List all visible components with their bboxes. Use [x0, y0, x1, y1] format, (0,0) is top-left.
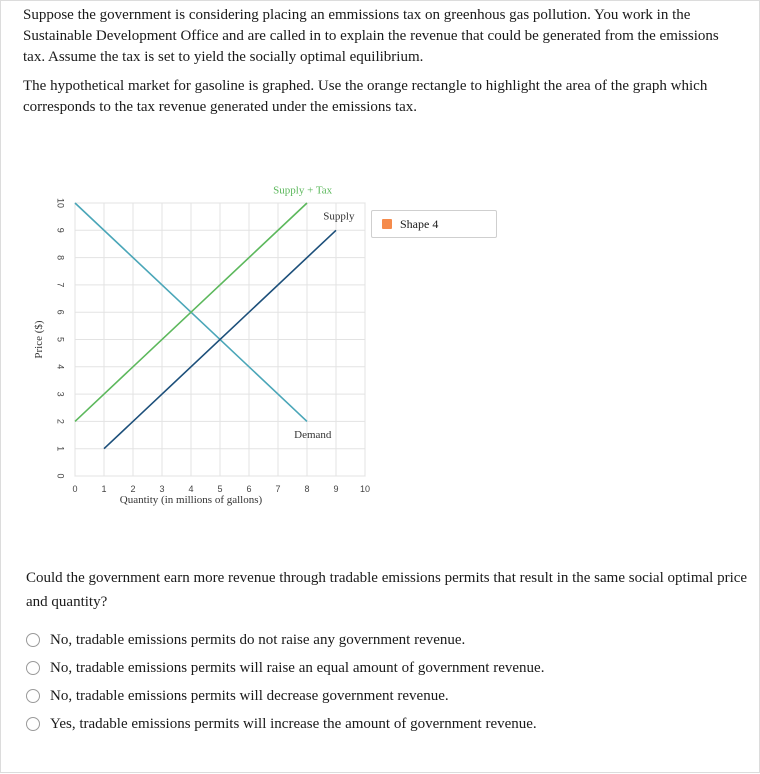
answer-option-4[interactable] — [26, 710, 544, 738]
y-tick-label: 8 — [55, 255, 66, 261]
series-label: Demand — [294, 428, 332, 441]
supply-demand-chart[interactable] — [30, 180, 375, 510]
prompt-paragraph-1: Suppose the government is considering placing an emmissions tax on greenhous gas pollution. You work in the Sustainable Development Office and are called in to explain the revenue that could be generated from the emissions tax. Assume the tax is set to yield the socially optimal equilibrium. — [23, 7, 719, 65]
x-tick-label: 2 — [130, 484, 136, 494]
radio-icon[interactable] — [26, 633, 40, 647]
y-tick-label: 2 — [55, 418, 66, 424]
x-tick-label: 1 — [101, 484, 107, 494]
legend-label: Shape 4 — [400, 216, 439, 231]
answer-option-label: No, tradable emissions permits will decrease government revenue. — [50, 687, 449, 704]
prompt-panel — [0, 0, 760, 135]
x-axis-label: Quantity (in millions of gallons) — [119, 494, 263, 506]
answer-option-label: Yes, tradable emissions permits will increase the amount of government revenue. — [50, 715, 537, 732]
answer-option-label: No, tradable emissions permits do not raise any government revenue. — [50, 631, 466, 648]
x-tick-label: 4 — [188, 484, 194, 494]
series-label: Supply — [323, 210, 355, 223]
radio-icon[interactable] — [26, 661, 40, 675]
legend-shape-4[interactable] — [371, 210, 497, 238]
y-tick-label: 9 — [55, 227, 66, 233]
answer-option-label: No, tradable emissions permits will raise an equal amount of government revenue. — [50, 659, 545, 676]
x-tick-label: 0 — [72, 484, 78, 494]
radio-icon[interactable] — [26, 689, 40, 703]
answer-option-3[interactable] — [26, 682, 544, 710]
x-tick-label: 9 — [333, 484, 339, 494]
y-tick-label: 1 — [55, 446, 66, 452]
y-tick-label: 6 — [55, 309, 66, 315]
y-tick-label: 4 — [55, 364, 66, 370]
y-tick-label: 5 — [55, 336, 66, 343]
x-tick-label: 10 — [359, 484, 371, 494]
series-label: Supply + Tax — [273, 184, 333, 197]
x-tick-label: 6 — [246, 484, 252, 494]
question-text: Could the government earn more revenue through tradable emissions permits that result in the same social optimal price and quantity? — [26, 570, 748, 610]
y-tick-label: 3 — [55, 391, 66, 397]
y-tick-label: 7 — [55, 282, 66, 288]
answer-options — [26, 626, 544, 738]
y-axis-label: Price ($) — [33, 320, 45, 359]
prompt-paragraph-2: The hypothetical market for gasoline is graphed. Use the orange rectangle to highlight the area of the graph which corresponds to the tax revenue generated under the emissions tax. — [23, 78, 708, 115]
answer-option-2[interactable] — [26, 654, 544, 682]
x-tick-label: 5 — [217, 484, 223, 494]
x-tick-label: 3 — [159, 484, 165, 494]
radio-icon[interactable] — [26, 717, 40, 731]
x-tick-label: 7 — [275, 484, 281, 494]
answer-option-1[interactable] — [26, 626, 544, 654]
y-tick-label: 0 — [55, 473, 66, 479]
y-tick-label: 10 — [55, 197, 66, 209]
orange-rectangle-icon[interactable] — [382, 219, 392, 229]
x-tick-label: 8 — [304, 484, 310, 494]
